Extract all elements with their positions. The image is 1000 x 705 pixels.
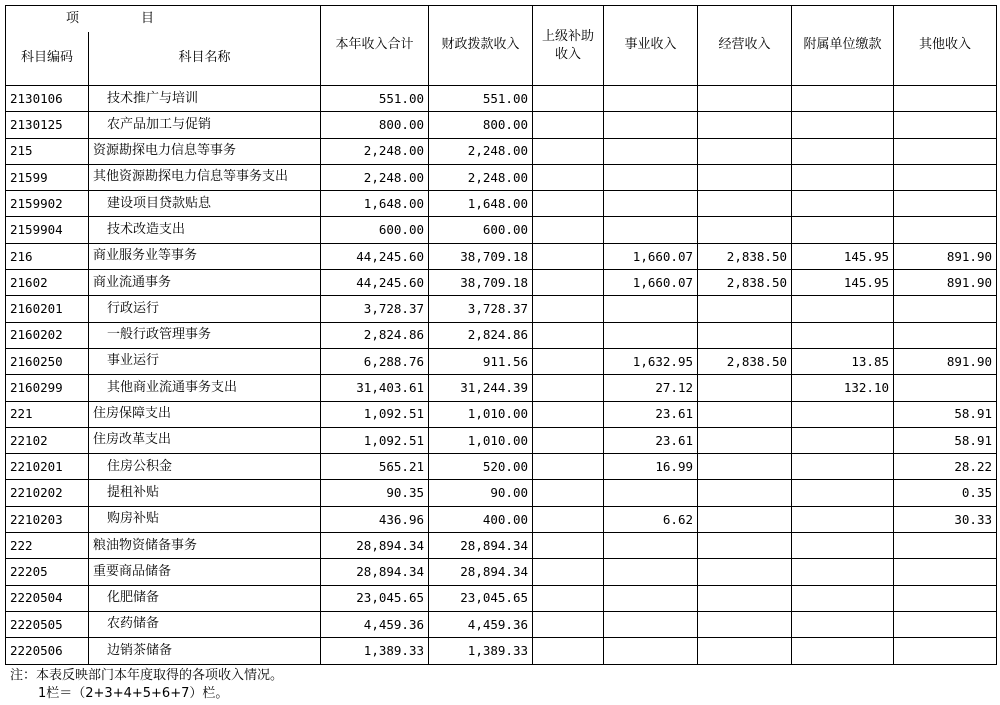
cell-superior <box>533 401 604 427</box>
cell-operating: 2,838.50 <box>698 348 792 374</box>
cell-fiscal: 1,010.00 <box>429 401 533 427</box>
cell-total: 4,459.36 <box>321 611 429 637</box>
header-item-group: 项 目 <box>6 6 321 32</box>
table-row <box>6 243 997 269</box>
note-line-2: 1栏＝（2+3+4+5+6+7）栏。 <box>38 686 229 701</box>
cell-total: 565.21 <box>321 454 429 480</box>
cell-operating <box>698 611 792 637</box>
cell-name: 商业服务业等事务 <box>89 243 321 269</box>
cell-name: 行政运行 <box>89 296 321 322</box>
cell-superior <box>533 138 604 164</box>
cell-other <box>894 164 997 190</box>
cell-other <box>894 533 997 559</box>
cell-affiliated <box>792 112 894 138</box>
header-code: 科目编码 <box>6 32 89 86</box>
cell-total: 1,389.33 <box>321 638 429 664</box>
cell-other: 28.22 <box>894 454 997 480</box>
cell-superior <box>533 217 604 243</box>
cell-code: 2210201 <box>6 454 89 480</box>
cell-operating <box>698 191 792 217</box>
header-name: 科目名称 <box>89 32 321 86</box>
cell-total: 90.35 <box>321 480 429 506</box>
cell-other: 891.90 <box>894 243 997 269</box>
cell-business <box>604 480 698 506</box>
table-row <box>6 322 997 348</box>
cell-business <box>604 559 698 585</box>
cell-affiliated <box>792 480 894 506</box>
cell-business: 23.61 <box>604 401 698 427</box>
cell-affiliated: 13.85 <box>792 348 894 374</box>
cell-fiscal: 3,728.37 <box>429 296 533 322</box>
table-row <box>6 401 997 427</box>
table-row <box>6 427 997 453</box>
cell-affiliated <box>792 533 894 559</box>
cell-other <box>894 138 997 164</box>
cell-name: 技术改造支出 <box>89 217 321 243</box>
cell-code: 21599 <box>6 164 89 190</box>
cell-code: 215 <box>6 138 89 164</box>
cell-name: 边销茶储备 <box>89 638 321 664</box>
table-row <box>6 112 997 138</box>
cell-operating <box>698 585 792 611</box>
cell-total: 2,248.00 <box>321 138 429 164</box>
cell-name: 其他商业流通事务支出 <box>89 375 321 401</box>
cell-operating <box>698 506 792 532</box>
note-line-1: 注：本表反映部门本年度取得的各项收入情况。 <box>10 668 284 683</box>
table-row <box>6 454 997 480</box>
table-row <box>6 86 997 112</box>
header-business: 事业收入 <box>604 6 698 86</box>
table-note <box>10 667 283 703</box>
cell-fiscal: 1,648.00 <box>429 191 533 217</box>
cell-total: 3,728.37 <box>321 296 429 322</box>
cell-other: 0.35 <box>894 480 997 506</box>
cell-other: 58.91 <box>894 401 997 427</box>
cell-name: 资源勘探电力信息等事务 <box>89 138 321 164</box>
cell-superior <box>533 454 604 480</box>
cell-code: 2220505 <box>6 611 89 637</box>
cell-total: 6,288.76 <box>321 348 429 374</box>
cell-fiscal: 1,389.33 <box>429 638 533 664</box>
cell-affiliated <box>792 638 894 664</box>
cell-affiliated <box>792 611 894 637</box>
cell-name: 购房补贴 <box>89 506 321 532</box>
cell-operating <box>698 533 792 559</box>
cell-code: 22205 <box>6 559 89 585</box>
cell-code: 2210202 <box>6 480 89 506</box>
cell-name: 其他资源勘探电力信息等事务支出 <box>89 164 321 190</box>
cell-code: 2160201 <box>6 296 89 322</box>
cell-business <box>604 322 698 348</box>
cell-superior <box>533 86 604 112</box>
cell-affiliated <box>792 506 894 532</box>
cell-other <box>894 375 997 401</box>
table-row <box>6 270 997 296</box>
cell-business <box>604 217 698 243</box>
cell-total: 23,045.65 <box>321 585 429 611</box>
cell-code: 2130125 <box>6 112 89 138</box>
cell-other <box>894 322 997 348</box>
table-row <box>6 559 997 585</box>
cell-fiscal: 911.56 <box>429 348 533 374</box>
cell-affiliated <box>792 138 894 164</box>
header-total: 本年收入合计 <box>321 6 429 86</box>
cell-code: 221 <box>6 401 89 427</box>
cell-code: 2160202 <box>6 322 89 348</box>
cell-total: 28,894.34 <box>321 559 429 585</box>
cell-affiliated: 132.10 <box>792 375 894 401</box>
table-row <box>6 533 997 559</box>
table-row <box>6 348 997 374</box>
cell-fiscal: 1,010.00 <box>429 427 533 453</box>
cell-total: 44,245.60 <box>321 270 429 296</box>
cell-business: 6.62 <box>604 506 698 532</box>
cell-total: 2,824.86 <box>321 322 429 348</box>
cell-other <box>894 585 997 611</box>
cell-fiscal: 90.00 <box>429 480 533 506</box>
cell-operating <box>698 559 792 585</box>
cell-fiscal: 4,459.36 <box>429 611 533 637</box>
cell-code: 216 <box>6 243 89 269</box>
cell-fiscal: 600.00 <box>429 217 533 243</box>
cell-name: 建设项目贷款贴息 <box>89 191 321 217</box>
table-row <box>6 585 997 611</box>
cell-fiscal: 28,894.34 <box>429 559 533 585</box>
cell-other <box>894 86 997 112</box>
cell-superior <box>533 585 604 611</box>
cell-code: 222 <box>6 533 89 559</box>
cell-operating <box>698 138 792 164</box>
cell-business <box>604 86 698 112</box>
header-affiliated: 附属单位缴款 <box>792 6 894 86</box>
cell-business <box>604 638 698 664</box>
cell-affiliated: 145.95 <box>792 270 894 296</box>
cell-superior <box>533 427 604 453</box>
cell-fiscal: 400.00 <box>429 506 533 532</box>
cell-superior <box>533 533 604 559</box>
cell-fiscal: 31,244.39 <box>429 375 533 401</box>
cell-affiliated <box>792 427 894 453</box>
table-row <box>6 191 997 217</box>
cell-business: 1,632.95 <box>604 348 698 374</box>
cell-operating <box>698 86 792 112</box>
cell-fiscal: 800.00 <box>429 112 533 138</box>
table-row <box>6 375 997 401</box>
cell-other <box>894 112 997 138</box>
cell-other <box>894 559 997 585</box>
cell-operating <box>698 401 792 427</box>
cell-total: 2,248.00 <box>321 164 429 190</box>
cell-total: 1,092.51 <box>321 427 429 453</box>
cell-code: 2160250 <box>6 348 89 374</box>
cell-superior <box>533 270 604 296</box>
cell-affiliated: 145.95 <box>792 243 894 269</box>
cell-business: 1,660.07 <box>604 270 698 296</box>
table-row <box>6 138 997 164</box>
cell-operating <box>698 480 792 506</box>
cell-name: 事业运行 <box>89 348 321 374</box>
cell-affiliated <box>792 191 894 217</box>
cell-fiscal: 28,894.34 <box>429 533 533 559</box>
cell-name: 一般行政管理事务 <box>89 322 321 348</box>
cell-total: 31,403.61 <box>321 375 429 401</box>
cell-name: 提租补贴 <box>89 480 321 506</box>
cell-fiscal: 2,824.86 <box>429 322 533 348</box>
cell-fiscal: 38,709.18 <box>429 243 533 269</box>
cell-code: 2159904 <box>6 217 89 243</box>
cell-business: 23.61 <box>604 427 698 453</box>
header-fiscal: 财政拨款收入 <box>429 6 533 86</box>
cell-total: 28,894.34 <box>321 533 429 559</box>
cell-superior <box>533 112 604 138</box>
table-row <box>6 480 997 506</box>
cell-total: 436.96 <box>321 506 429 532</box>
cell-superior <box>533 480 604 506</box>
cell-affiliated <box>792 454 894 480</box>
header-operating: 经营收入 <box>698 6 792 86</box>
cell-code: 2160299 <box>6 375 89 401</box>
cell-superior <box>533 243 604 269</box>
cell-operating <box>698 112 792 138</box>
cell-code: 22102 <box>6 427 89 453</box>
cell-code: 21602 <box>6 270 89 296</box>
cell-other <box>894 638 997 664</box>
cell-affiliated <box>792 559 894 585</box>
cell-other <box>894 296 997 322</box>
income-table <box>5 5 997 665</box>
cell-total: 600.00 <box>321 217 429 243</box>
cell-name: 住房保障支出 <box>89 401 321 427</box>
cell-name: 住房改革支出 <box>89 427 321 453</box>
cell-other <box>894 611 997 637</box>
cell-business <box>604 585 698 611</box>
cell-code: 2210203 <box>6 506 89 532</box>
cell-code: 2220506 <box>6 638 89 664</box>
cell-other: 30.33 <box>894 506 997 532</box>
cell-other: 891.90 <box>894 270 997 296</box>
table-body <box>6 86 997 665</box>
cell-superior <box>533 322 604 348</box>
cell-operating <box>698 296 792 322</box>
cell-operating <box>698 322 792 348</box>
cell-affiliated <box>792 86 894 112</box>
cell-name: 化肥储备 <box>89 585 321 611</box>
table-row <box>6 164 997 190</box>
cell-total: 1,092.51 <box>321 401 429 427</box>
cell-name: 技术推广与培训 <box>89 86 321 112</box>
cell-fiscal: 520.00 <box>429 454 533 480</box>
table-row <box>6 638 997 664</box>
cell-business: 16.99 <box>604 454 698 480</box>
cell-affiliated <box>792 217 894 243</box>
cell-operating <box>698 454 792 480</box>
cell-affiliated <box>792 322 894 348</box>
cell-total: 1,648.00 <box>321 191 429 217</box>
cell-name: 粮油物资储备事务 <box>89 533 321 559</box>
cell-code: 2130106 <box>6 86 89 112</box>
cell-operating <box>698 164 792 190</box>
cell-other: 58.91 <box>894 427 997 453</box>
cell-business <box>604 533 698 559</box>
cell-name: 商业流通事务 <box>89 270 321 296</box>
cell-superior <box>533 375 604 401</box>
cell-name: 农药储备 <box>89 611 321 637</box>
table-row <box>6 611 997 637</box>
cell-business <box>604 611 698 637</box>
cell-code: 2159902 <box>6 191 89 217</box>
cell-operating <box>698 638 792 664</box>
cell-other <box>894 191 997 217</box>
cell-superior <box>533 164 604 190</box>
cell-superior <box>533 559 604 585</box>
cell-operating <box>698 217 792 243</box>
cell-code: 2220504 <box>6 585 89 611</box>
cell-superior <box>533 506 604 532</box>
cell-superior <box>533 296 604 322</box>
cell-name: 住房公积金 <box>89 454 321 480</box>
cell-business <box>604 191 698 217</box>
table-row <box>6 506 997 532</box>
cell-superior <box>533 348 604 374</box>
cell-superior <box>533 611 604 637</box>
cell-affiliated <box>792 401 894 427</box>
cell-other <box>894 217 997 243</box>
cell-business <box>604 112 698 138</box>
header-superior: 上级补助收入 <box>533 6 604 86</box>
cell-superior <box>533 638 604 664</box>
cell-name: 重要商品储备 <box>89 559 321 585</box>
cell-business <box>604 138 698 164</box>
cell-operating <box>698 427 792 453</box>
cell-business: 1,660.07 <box>604 243 698 269</box>
cell-fiscal: 23,045.65 <box>429 585 533 611</box>
cell-operating <box>698 375 792 401</box>
cell-fiscal: 2,248.00 <box>429 164 533 190</box>
table-row <box>6 296 997 322</box>
cell-affiliated <box>792 585 894 611</box>
table-row <box>6 217 997 243</box>
cell-total: 44,245.60 <box>321 243 429 269</box>
cell-name: 农产品加工与促销 <box>89 112 321 138</box>
cell-business <box>604 164 698 190</box>
cell-operating: 2,838.50 <box>698 243 792 269</box>
cell-total: 800.00 <box>321 112 429 138</box>
cell-fiscal: 38,709.18 <box>429 270 533 296</box>
cell-affiliated <box>792 164 894 190</box>
cell-business: 27.12 <box>604 375 698 401</box>
cell-other: 891.90 <box>894 348 997 374</box>
cell-affiliated <box>792 296 894 322</box>
cell-business <box>604 296 698 322</box>
header-other: 其他收入 <box>894 6 997 86</box>
cell-operating: 2,838.50 <box>698 270 792 296</box>
cell-fiscal: 551.00 <box>429 86 533 112</box>
cell-fiscal: 2,248.00 <box>429 138 533 164</box>
cell-superior <box>533 191 604 217</box>
cell-total: 551.00 <box>321 86 429 112</box>
